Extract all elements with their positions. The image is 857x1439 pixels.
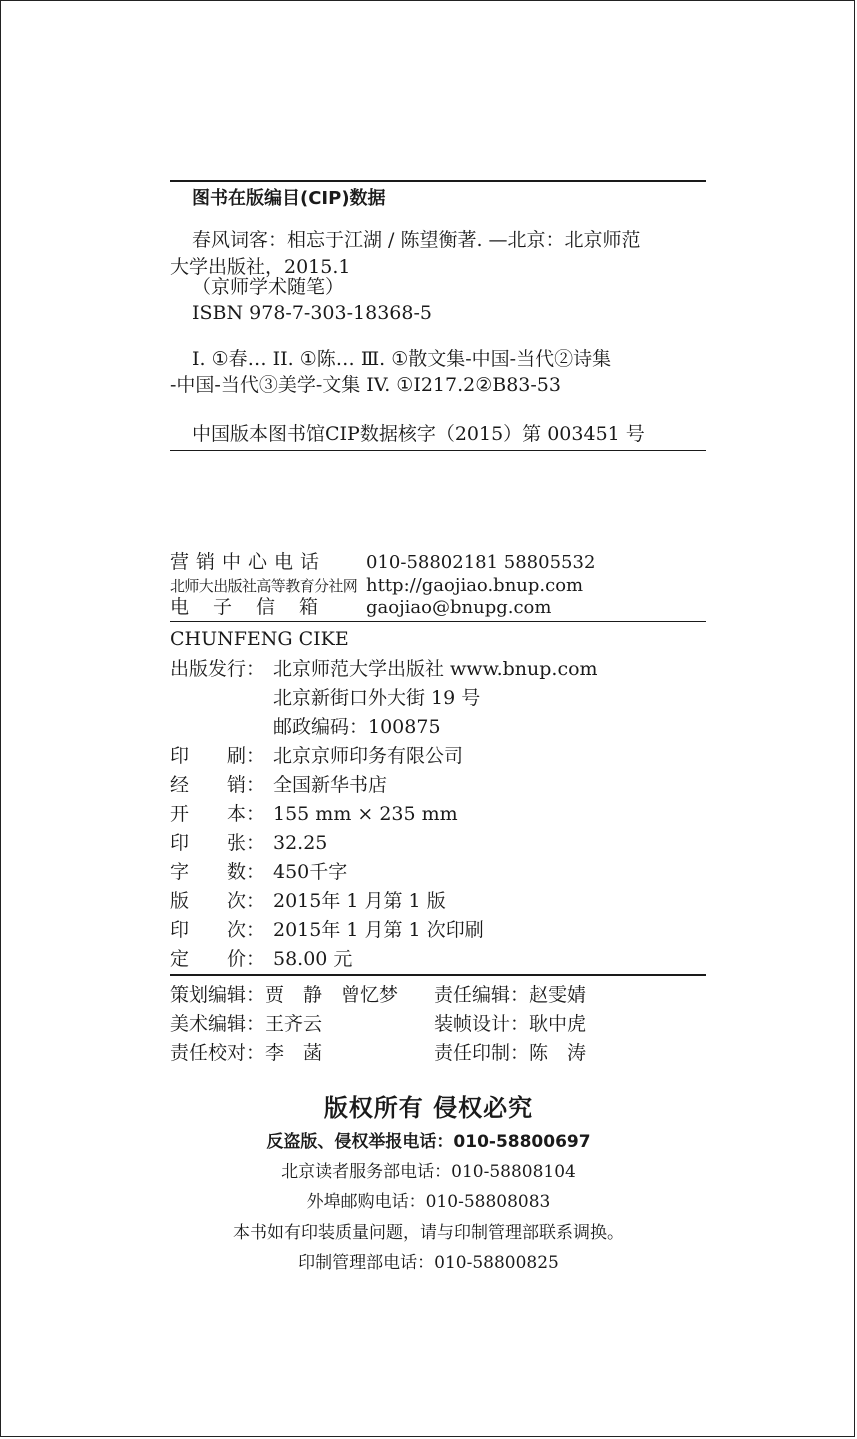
mail-order-phone: 外埠邮购电话：010-58808083 xyxy=(306,1192,551,1212)
spec-row xyxy=(170,743,463,769)
marketing-email-row xyxy=(170,595,551,620)
specs-rule xyxy=(170,974,706,976)
marketing-rule xyxy=(170,621,706,622)
cip-bottom-rule xyxy=(170,450,706,451)
spec-row xyxy=(170,946,352,972)
spec-value: 2015年 1 月第 1 次印刷 xyxy=(273,919,484,941)
marketing-phone-label: 营销中心电话 xyxy=(170,551,327,573)
spec-row xyxy=(170,917,484,943)
cip-title: 图书在版编目(CIP)数据 xyxy=(192,188,386,209)
marketing-phone-row xyxy=(170,550,595,575)
spec-label: 版 次： xyxy=(170,890,266,912)
pinyin-title: CHUNFENG CIKE xyxy=(170,628,349,650)
spec-value: 北京京师印务有限公司 xyxy=(273,745,464,767)
publisher-row xyxy=(170,656,598,682)
spec-label: 印 张： xyxy=(170,832,266,854)
spec-label: 印 刷： xyxy=(170,745,266,767)
copyright-title: 版权所有 侵权必究 xyxy=(323,1094,534,1122)
credit-binding-design: 装帧设计：耿中虎 xyxy=(434,1013,587,1035)
spec-label: 开 本： xyxy=(170,803,266,825)
spec-label: 经 销： xyxy=(170,774,266,796)
spec-label: 印 次： xyxy=(170,919,266,941)
marketing-phone-value: 010-58802181 58805532 xyxy=(366,552,596,573)
publisher-postcode: 邮政编码：100875 xyxy=(273,716,441,738)
credit-proofreading: 责任校对：李 菡 xyxy=(170,1042,323,1064)
piracy-report-phone: 反盗版、侵权举报电话：010-58800697 xyxy=(266,1132,591,1152)
spec-value: 32.25 xyxy=(273,832,328,854)
print-dept-phone: 印制管理部电话：010-58800825 xyxy=(298,1253,559,1273)
reader-service-phone: 北京读者服务部电话：010-58808104 xyxy=(281,1162,576,1182)
cip-classification-1: I. ①春… II. ①陈… Ⅲ. ①散文集-中国-当代②诗集 xyxy=(192,348,612,370)
marketing-web-label: 北师大出版社高等教育分社网 xyxy=(170,577,358,595)
spec-value: 58.00 元 xyxy=(273,948,353,970)
marketing-email-value[interactable]: gaojiao@bnupg.com xyxy=(366,597,552,618)
credit-planning-editor: 策划编辑：贾 静 曾忆梦 xyxy=(170,984,399,1006)
cip-classification-2: -中国-当代③美学-文集 IV. ①I217.2②B83-53 xyxy=(170,374,561,396)
spec-value: 2015年 1 月第 1 版 xyxy=(273,890,446,912)
marketing-web-value[interactable]: http://gaojiao.bnup.com xyxy=(366,575,584,596)
spec-value: 全国新华书店 xyxy=(273,774,388,796)
spec-value: 450千字 xyxy=(273,861,348,883)
spec-label: 字 数： xyxy=(170,861,266,883)
spec-row xyxy=(170,801,458,827)
spec-row xyxy=(170,888,446,914)
cip-series: （京师学术随笔） xyxy=(192,276,345,298)
credit-responsible-editor: 责任编辑：赵雯婧 xyxy=(434,984,587,1006)
publisher-label: 出版发行： xyxy=(170,658,266,680)
publisher-value: 北京师范大学出版社 www.bnup.com xyxy=(273,658,598,680)
cip-line-2: 大学出版社，2015.1 xyxy=(170,256,351,278)
spec-value: 155 mm × 235 mm xyxy=(273,803,458,825)
spec-row xyxy=(170,859,347,885)
quality-notice: 本书如有印装质量问题，请与印制管理部联系调换。 xyxy=(233,1223,624,1243)
spec-row xyxy=(170,830,327,856)
cip-isbn: ISBN 978-7-303-18368-5 xyxy=(192,302,432,324)
cip-approval: 中国版本图书馆CIP数据核字（2015）第 003451 号 xyxy=(192,423,645,445)
marketing-email-label: 电子信箱 xyxy=(170,596,343,618)
publisher-address: 北京新街口外大街 19 号 xyxy=(273,687,481,709)
spec-label: 定 价： xyxy=(170,948,266,970)
credit-printing-manager: 责任印制：陈 涛 xyxy=(434,1042,587,1064)
cip-top-rule xyxy=(170,180,706,182)
spec-row xyxy=(170,772,387,798)
credit-art-editor: 美术编辑：王齐云 xyxy=(170,1013,323,1035)
cip-line-1: 春风词客：相忘于江湖 / 陈望衡著. —北京：北京师范 xyxy=(192,229,641,251)
